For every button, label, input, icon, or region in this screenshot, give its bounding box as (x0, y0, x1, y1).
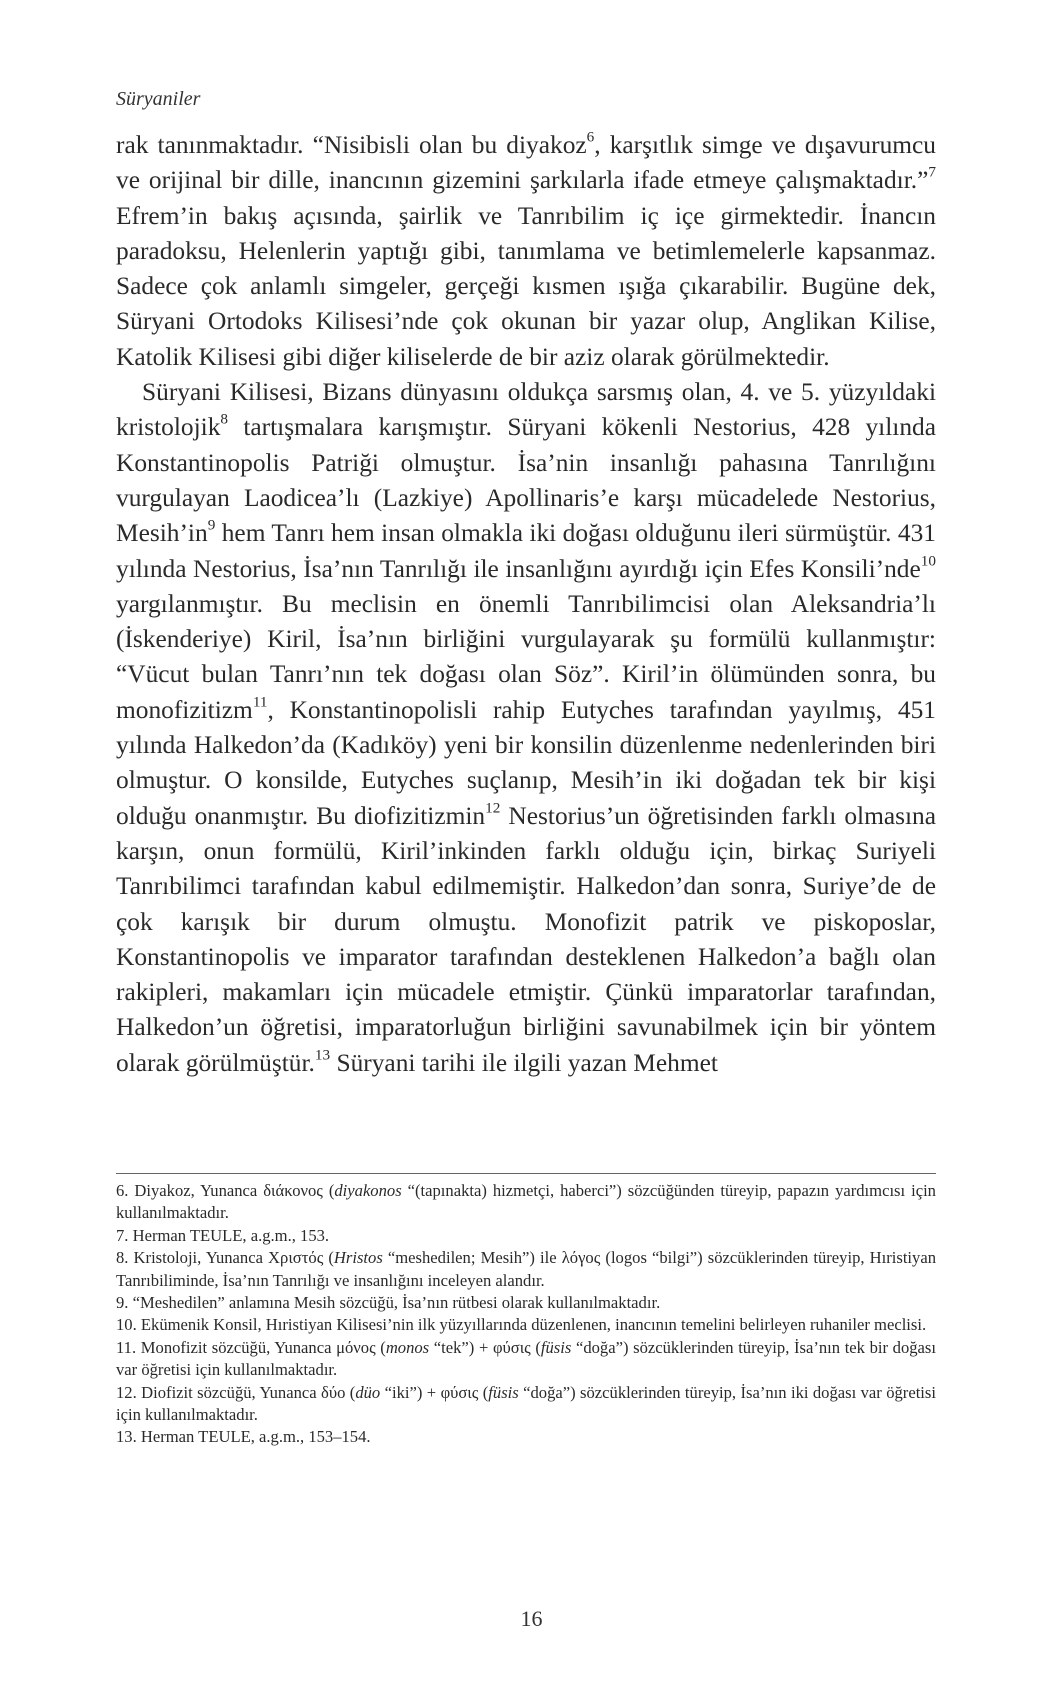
page-number: 16 (520, 1606, 543, 1631)
footnote-ref: 12 (485, 799, 501, 817)
text-run: 7. Herman TEULE, a.g.m., 153. (116, 1225, 330, 1245)
footnote-ref: 7 (928, 163, 936, 181)
footnote-ref: 9 (207, 516, 216, 534)
footnote-6 (116, 1180, 936, 1225)
footnote-ref: 6 (586, 128, 595, 146)
italic-term: füsis (488, 1382, 519, 1402)
footnote-8 (116, 1247, 936, 1292)
footnote-divider (116, 1173, 936, 1174)
text-run: , Konstantinopolisli rahip Eutyches tarafından yayılmış, 451 yılında Halkedon’da (Kadıköy) yeni bir konsilin düzenlenme nedenlerinden biri olmuştur. O konsilde, Eutyches suçlanıp, Mesih’in iki doğadan tek bir kişi olduğu onanmıştır. Bu diofizitizmin (116, 695, 936, 830)
paragraph-1 (116, 128, 936, 375)
body-text (116, 128, 936, 1081)
text-run: 9. “Meshedilen” anlamına Mesih sözcüğü, İsa’nın rütbesi olarak kullanılmaktadır. (116, 1293, 661, 1313)
text-run: 13. Herman TEULE, a.g.m., 153–154. (116, 1427, 371, 1447)
footnotes (116, 1180, 936, 1449)
footnote-7 (116, 1225, 936, 1247)
text-run: “meshedilen; Mesih”) ile λόγος (logos “bilgi”) sözcüklerinden türeyip, Hıristiyan Tanrıbiliminde, İsa’nın Tanrılığı ve insanlığını inceleyen alandır. (116, 1248, 936, 1290)
text-run: 12. Diofizit sözcüğü, Yunanca δύο ( (116, 1382, 356, 1402)
footnote-12 (116, 1382, 936, 1427)
text-run: “doğa”) sözcüklerinden türeyip, İsa’nın iki doğası var öğretisi için kullanılmaktadır. (116, 1382, 936, 1425)
footnote-ref: 10 (920, 552, 936, 570)
text-run: yargılanmıştır. Bu meclisin en önemli Tanrıbilimcisi olan Aleksandria’lı (İskenderiye) Kiril, İsa’nın birliğini vurgulayarak şu formülü kullanmıştır: “Vücut bulan Tanrı’nın tek doğası olan Söz”. Kiril’in ölümünden sonra, bu monofizitizm (116, 589, 936, 724)
text-run: Süryani Kilisesi, Bizans dünyasını oldukça sarsmış olan, 4. ve 5. yüzyıldaki kristolojik (116, 378, 936, 442)
text-run: Süryani tarihi ile ilgili yazan Mehmet (330, 1048, 718, 1077)
text-run: rak tanınmaktadır. “Nisibisli olan bu diyakoz (116, 131, 587, 159)
footnote-9 (116, 1292, 936, 1314)
italic-term: monos (385, 1337, 430, 1357)
footnote-13 (116, 1426, 936, 1448)
footnote-ref: 8 (220, 410, 229, 428)
footnote-ref: 13 (314, 1046, 331, 1064)
text-run: , karşıtlık simge ve dışavurumcu ve orijinal bir dille, inancının gizemini şarkılarla ifade etmeye çalışmaktadır.” (116, 131, 936, 195)
text-run: tartışmalara karışmıştır. Süryani kökenli Nestorius, 428 yılında Konstantinopolis Patriği olmuştur. İsa’nin insanlığı pahasına Tanrılığını vurgulayan Laodicea’lı (Lazkiye) Apollinaris’e karşı mücadelede Nestorius, Mesih’in (116, 413, 936, 548)
italic-term: füsis (540, 1337, 572, 1357)
text-run: 11. Monofizit sözcüğü, Yunanca μόνος ( (116, 1337, 386, 1357)
text-run: “tek”) + φύσις ( (429, 1337, 541, 1357)
text-run: “doğa”) sözcüklerinden türeyip, İsa’nın tek bir doğası var öğretisi için kullanılmaktadır. (116, 1337, 936, 1380)
text-run: 10. Ekümenik Konsil, Hıristiyan Kilisesi’nin ilk yüzyıllarında düzenlenen, inancının temelini belirleyen ruhaniler meclisi. (116, 1315, 927, 1335)
footnote-ref: 11 (252, 693, 268, 711)
text-run: “(tapınakta) hizmetçi, haberci”) sözcüğünden türeyip, papazın yardımcısı için kullanılmaktadır. (116, 1181, 936, 1223)
footnote-11 (116, 1337, 936, 1382)
text-run: “iki”) + φύσις ( (380, 1382, 489, 1402)
footnote-10 (116, 1314, 936, 1336)
text-run: 8. Kristoloji, Yunanca Χριστός ( (116, 1248, 334, 1268)
text-run: hem Tanrı hem insan olmakla iki doğası olduğunu ileri sürmüştür. 431 yılında Nestorius, İsa’nın Tanrılığı ile insanlığını ayırdığı için Efes Konsili’nde (116, 519, 936, 583)
italic-term: Hristos (333, 1248, 383, 1268)
italic-term: düo (355, 1382, 381, 1402)
text-run: Nestorius’un öğretisinden farklı olmasına karşın, onun formülü, Kiril’inkinden farklı olduğu için, birkaç Suriyeli Tanrıbilimci tarafından kabul edilmemiştir. Halkedon’dan sonra, Suriye’de de çok karışık bir durum olmuştu. Monofizit patrik ve piskoposlar, Konstantinopolis ve imparator tarafından desteklenen Halkedon’a bağlı olan rakipleri, makamları için mücadele etmiştir. Çünkü imparatorlar tarafından, Halkedon’un öğretisi, imparatorluğun birliğini savunabilmek için bir yöntem olarak görülmüştür. (116, 801, 936, 1077)
text-run: Efrem’in bakış açısında, şairlik ve Tanrıbilim iç içe girmektedir. İnancın paradoksu, Helenlerin yaptığı gibi, tanımlama ve betimlemelerle kapsanmaz. Sadece çok anlamlı simgeler, gerçeği kısmen ışığa çıkarabilir. Bugüne dek, Süryani Ortodoks Kilisesi’nde çok okunan bir yazar olup, Anglikan Kilise, Katolik Kilisesi gibi diğer kiliselerde de bir aziz olarak görülmektedir. (116, 201, 936, 371)
running-head: Süryaniler (116, 88, 201, 110)
paragraph-2 (116, 375, 936, 1081)
text-run: 6. Diyakoz, Yunanca διάκονος ( (116, 1181, 335, 1200)
italic-term: diyakonos (334, 1181, 402, 1200)
